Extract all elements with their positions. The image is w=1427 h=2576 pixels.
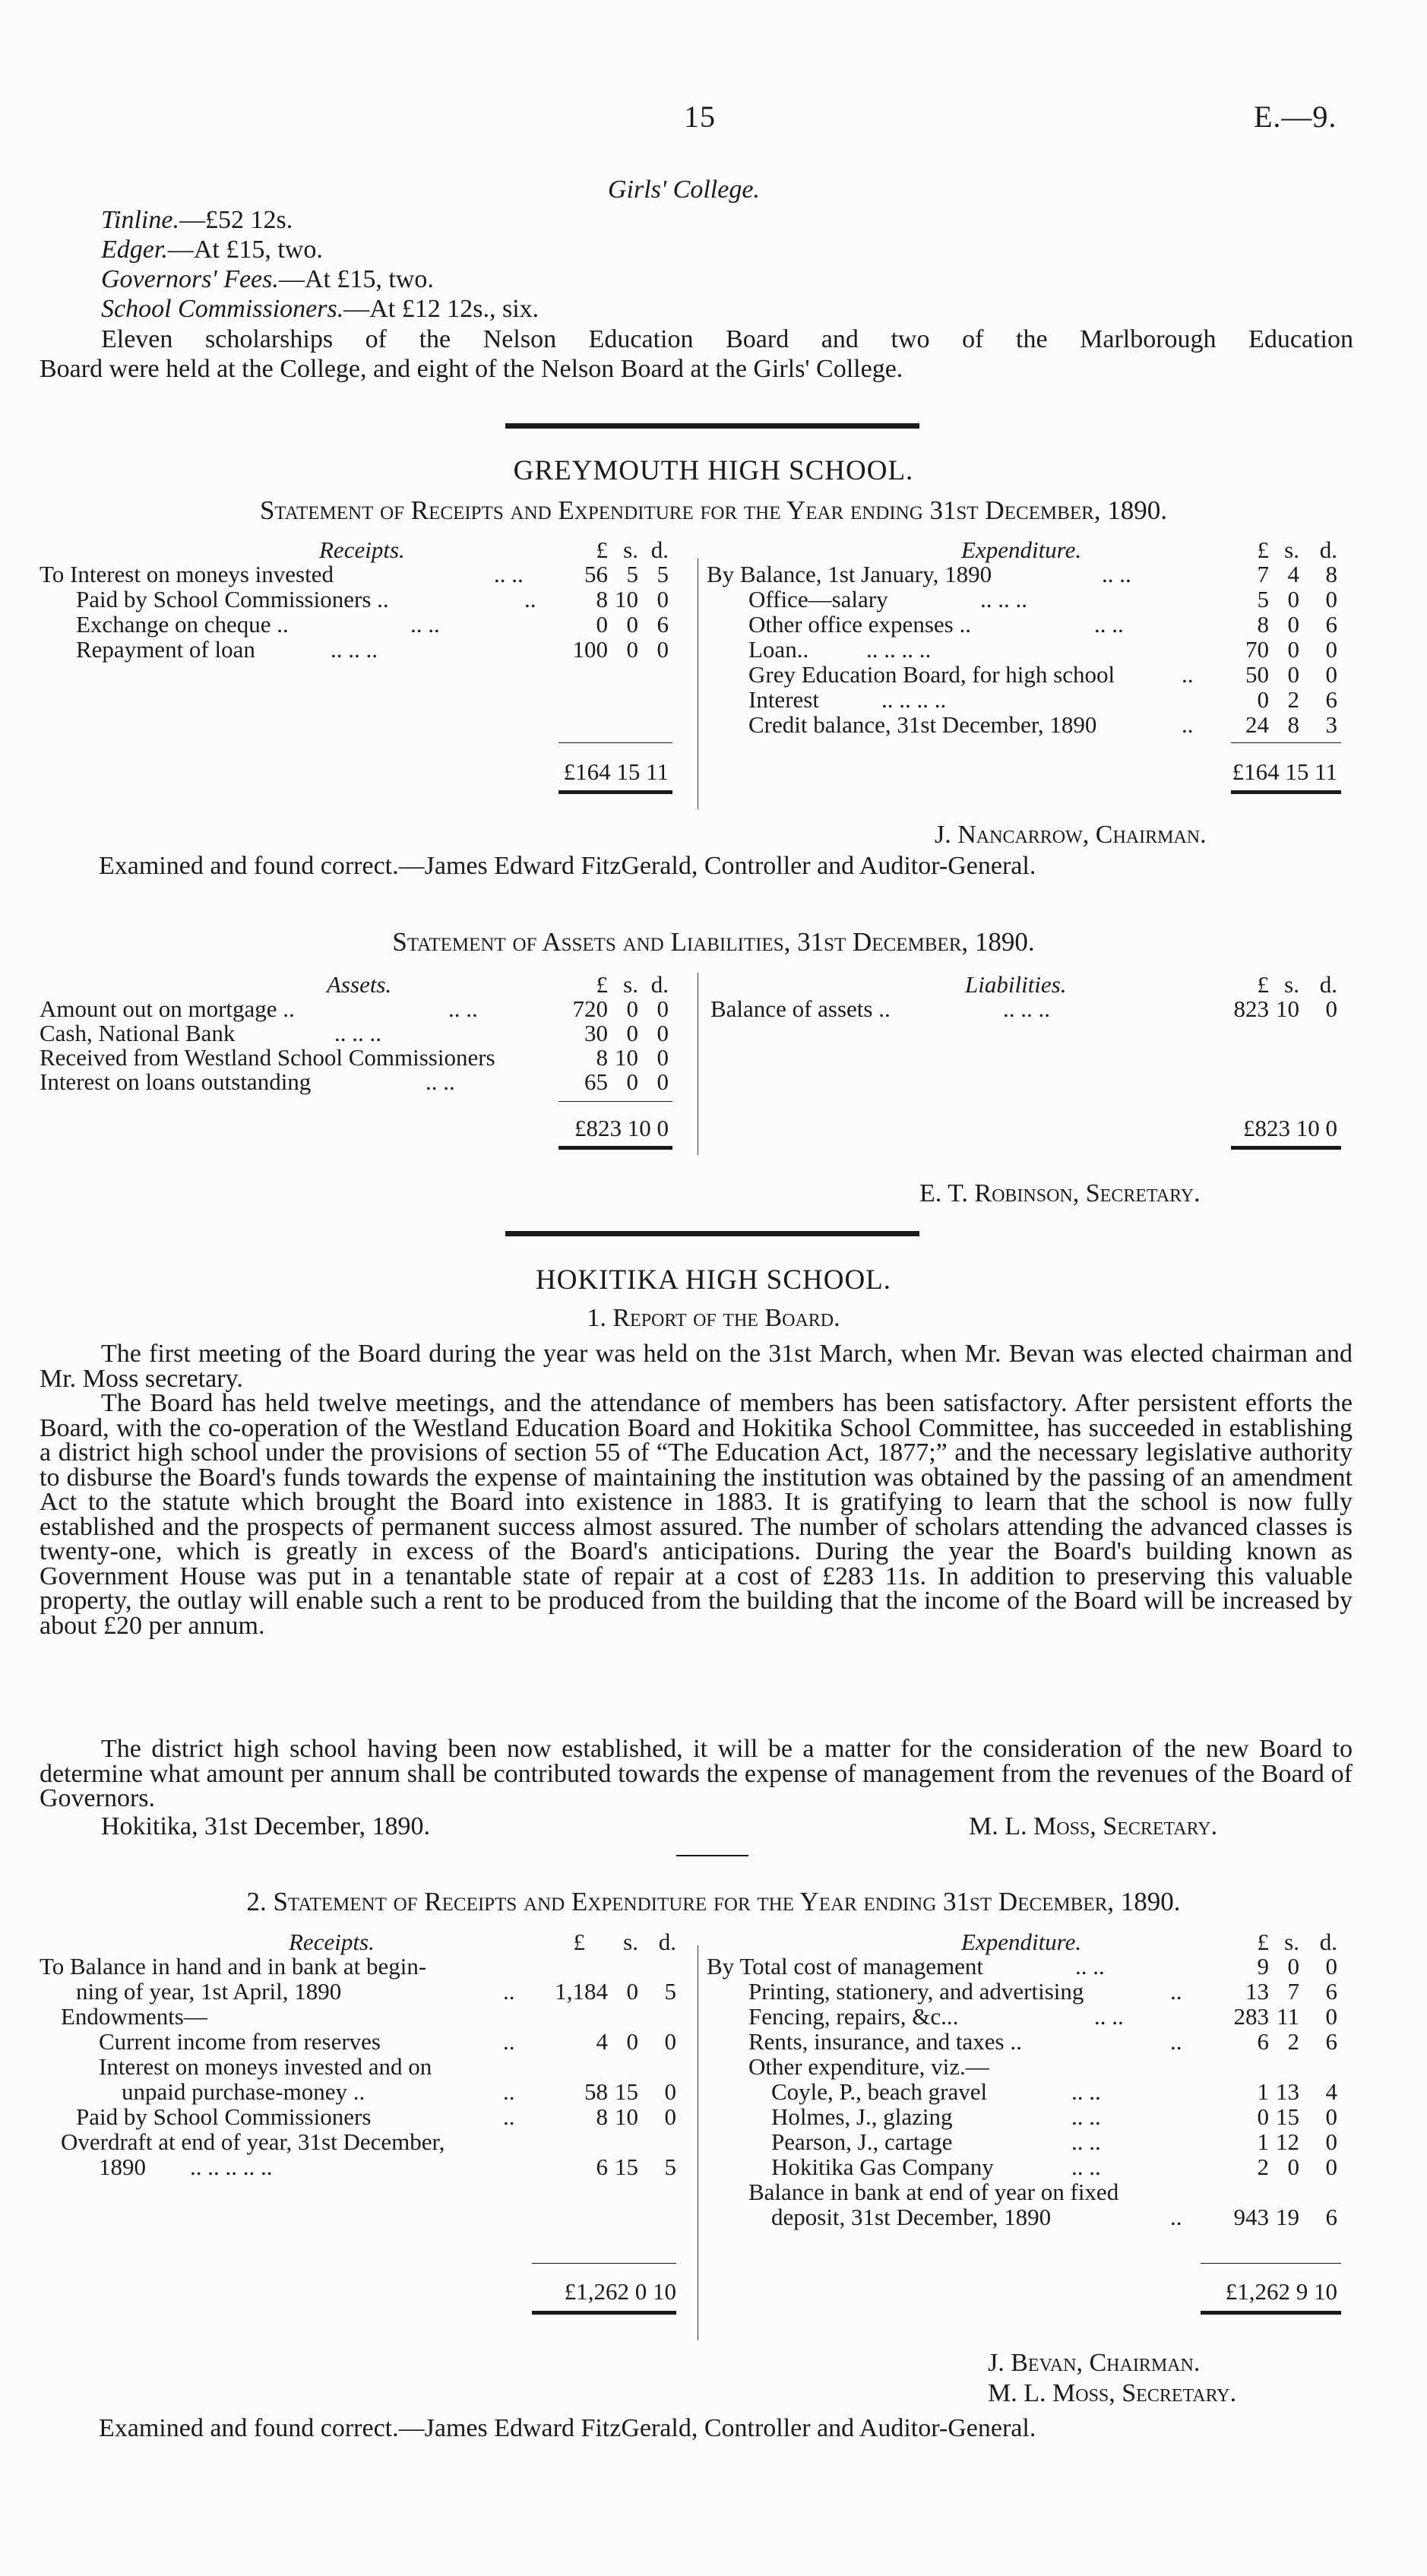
row-label: Amount out on mortgage ..: [40, 995, 295, 1022]
row-dots: .. .. ..: [334, 1020, 381, 1046]
place-date: Hokitika, 31st December, 1890.: [101, 1812, 430, 1840]
pence-cell: 0: [1325, 2003, 1337, 2030]
row-label: ning of year, 1st April, 1890: [76, 1978, 342, 2005]
pounds-cell: 0: [1257, 2103, 1269, 2130]
shillings-cell: 0: [1287, 636, 1299, 663]
short-divider: [676, 1855, 748, 1856]
document-reference: E.—9.: [1254, 100, 1337, 134]
receipts-header: Receipts.: [289, 1929, 375, 1955]
shillings-cell: 0: [626, 1020, 638, 1046]
row-dots: .. .. ..: [980, 586, 1027, 612]
row-dots: .. ..: [410, 611, 440, 638]
shillings-cell: 10: [615, 586, 638, 612]
shillings-cell: 0: [626, 2028, 638, 2055]
row-label: Interest on loans outstanding: [40, 1068, 312, 1095]
row-label: Loan..: [748, 636, 809, 663]
pence-cell: 5: [657, 561, 669, 587]
greymouth-statement-title: Statement of Receipts and Expenditure for the Year ending 31st December, 1890.: [259, 495, 1168, 525]
pounds-cell: 943: [1233, 2204, 1269, 2230]
row-dots: .. .. .. ..: [866, 636, 932, 663]
pence-header: d.: [650, 536, 669, 563]
row-dots: ..: [1170, 2204, 1182, 2230]
shillings-cell: 0: [1287, 661, 1299, 688]
pounds-cell: 9: [1257, 1953, 1269, 1979]
pence-cell: 5: [664, 1978, 676, 2005]
pounds-cell: 8: [596, 2103, 608, 2130]
pence-cell: 0: [657, 995, 669, 1022]
double-rule: [1201, 2311, 1341, 2315]
pence-cell: 0: [664, 2103, 676, 2130]
shillings-cell: 0: [626, 636, 638, 663]
row-dots: .. .. .. .. ..: [190, 2154, 273, 2180]
school-commissioners-line: School Commissioners.—At £12 12s., six.: [101, 295, 539, 323]
pence-header: d.: [658, 1929, 676, 1955]
shillings-cell: 2: [1287, 686, 1299, 713]
row-label: Balance in bank at end of year on fixed: [748, 2179, 1119, 2205]
section-divider: [505, 1231, 919, 1236]
pence-cell: 0: [1325, 661, 1337, 688]
total-rule: [558, 1101, 672, 1102]
row-label: Paid by School Commissioners: [76, 2103, 372, 2130]
row-label: Exchange on cheque ..: [76, 611, 289, 638]
pence-cell: 0: [664, 2078, 676, 2105]
pence-cell: 0: [1325, 2128, 1337, 2155]
pounds-cell: 2: [1257, 2154, 1269, 2180]
expenditure-header: Expenditure.: [961, 536, 1082, 563]
shillings-cell: 0: [1287, 586, 1299, 612]
shillings-cell: 7: [1287, 1978, 1299, 2005]
pounds-cell: 0: [1257, 686, 1269, 713]
total-rule: [1231, 742, 1341, 743]
pounds-cell: 8: [1257, 611, 1269, 638]
row-label: Balance of assets ..: [710, 995, 891, 1022]
pounds-cell: 70: [1245, 636, 1269, 663]
row-label: 1890: [99, 2154, 146, 2180]
pounds-cell: 720: [572, 995, 608, 1022]
pence-cell: 6: [1325, 2028, 1337, 2055]
row-label: Overdraft at end of year, 31st December,: [61, 2128, 445, 2155]
pounds-cell: 0: [596, 611, 608, 638]
row-dots: ..: [1182, 711, 1194, 738]
shillings-cell: 12: [1276, 2128, 1299, 2155]
double-rule: [532, 2311, 676, 2315]
row-label: Other expenditure, viz.—: [748, 2053, 989, 2080]
pence-cell: 0: [657, 1068, 669, 1095]
shillings-cell: 10: [615, 1044, 638, 1071]
pounds-cell: 7: [1257, 561, 1269, 587]
row-label: Printing, stationery, and advertising: [748, 1978, 1084, 2005]
row-dots: ..: [503, 2028, 515, 2055]
total-rule: [1201, 2263, 1341, 2264]
receipts-total: £164 15 11: [563, 758, 669, 785]
row-label: Credit balance, 31st December, 1890: [748, 711, 1097, 738]
expenditure-total: £164 15 11: [1232, 758, 1337, 785]
row-dots: ..: [524, 586, 536, 612]
row-dots: ..: [503, 2078, 515, 2105]
chairman-signature: J. Bevan, Chairman.: [988, 2349, 1201, 2377]
shillings-header: s.: [1284, 971, 1299, 998]
row-dots: .. .. .. ..: [881, 686, 947, 713]
row-label: Repayment of loan: [76, 636, 255, 663]
shillings-cell: 0: [626, 611, 638, 638]
row-dots: ..: [503, 1978, 515, 2005]
total-rule: [532, 2263, 676, 2264]
shillings-cell: 15: [1276, 2103, 1299, 2130]
row-label: By Total cost of management: [707, 1953, 984, 1979]
liabilities-header: Liabilities.: [965, 971, 1067, 998]
row-label: Fencing, repairs, &c...: [748, 2003, 959, 2030]
secretary-signature: E. T. Robinson, Secretary.: [919, 1179, 1201, 1207]
pounds-cell: 1,184: [555, 1978, 608, 2005]
pence-cell: 6: [1325, 611, 1337, 638]
examined-statement: Examined and found correct.—James Edward FitzGerald, Controller and Auditor-General.: [99, 2414, 1036, 2442]
shillings-cell: 15: [615, 2078, 638, 2105]
shillings-cell: 2: [1287, 2028, 1299, 2055]
governors-fees-line: Governors' Fees.—At £15, two.: [101, 265, 434, 293]
receipts-header: Receipts.: [319, 536, 405, 563]
shillings-cell: 0: [626, 1068, 638, 1095]
shillings-cell: 11: [1277, 2003, 1299, 2030]
shillings-header: s.: [623, 1929, 638, 1955]
row-label: Current income from reserves: [99, 2028, 381, 2055]
shillings-cell: 10: [615, 2103, 638, 2130]
page-number: 15: [684, 100, 716, 134]
assets-header: Assets.: [327, 971, 392, 998]
examined-statement: Examined and found correct.—James Edward FitzGerald, Controller and Auditor-General.: [99, 852, 1036, 880]
shillings-cell: 8: [1287, 711, 1299, 738]
row-dots: .. ..: [1071, 2103, 1101, 2130]
row-label: deposit, 31st December, 1890: [771, 2204, 1052, 2230]
pounds-cell: 1: [1257, 2078, 1269, 2105]
pounds-cell: 13: [1245, 1978, 1269, 2005]
pounds-cell: 100: [572, 636, 608, 663]
report-paragraph-1: The first meeting of the Board during the year was held on the 31st March, when Mr. Bevan was elected chairman and Mr. Moss secretary.: [40, 1340, 1353, 1393]
row-label: Paid by School Commissioners ..: [76, 586, 389, 612]
row-label: Hokitika Gas Company: [771, 2154, 994, 2180]
pounds-header: £: [596, 971, 608, 998]
row-dots: .. ..: [1071, 2154, 1101, 2180]
shillings-cell: 4: [1287, 561, 1299, 587]
shillings-cell: 19: [1276, 2204, 1299, 2230]
report-paragraph-2: The Board has held twelve meetings, and the attendance of members has been satisfactory. After persistent efforts the Board, with the co-operation of the Westland Education Board and Hokitika School Committee, has succeeded in establishing a district high school under the provisions of section 55 of “The Education Act, 1877;” and the necessary legislative authority to disburse the Board's funds towards the expense of maintaining the institution was obtained by the passing of an amendment Act to the statute which brought the Board into existence in 1883. It is gratifying to learn that the school is now fully established and the prospects of permanent success almost assured. The number of scholars attending the advanced classes is twenty-one, which is greatly in excess of the Board's anticipations. During the year the Board's building known as Government House was put in a tenantable state of repair at a cost of £283 11s. In addition to preserving this valuable property, the outlay will enable such a rent to be produced from the building that the income of the Board will be increased by about £20 per annum.: [40, 1389, 1353, 1640]
double-rule: [1231, 790, 1341, 794]
expenditure-header: Expenditure.: [961, 1929, 1082, 1955]
pounds-cell: 6: [1257, 2028, 1269, 2055]
shillings-cell: 0: [1287, 2154, 1299, 2180]
pence-header: d.: [1319, 971, 1337, 998]
pence-cell: 0: [657, 636, 669, 663]
pounds-cell: 1: [1257, 2128, 1269, 2155]
pounds-cell: 283: [1233, 2003, 1269, 2030]
section-title-girls-college: Girls' College.: [608, 176, 760, 204]
double-rule: [558, 790, 672, 794]
row-dots: .. .. ..: [331, 636, 378, 663]
assets-total: £823 10 0: [574, 1115, 669, 1141]
report-title: 1. Report of the Board.: [587, 1304, 840, 1332]
tinline-line: Tinline.—£52 12s.: [101, 206, 293, 234]
double-rule: [558, 1146, 672, 1150]
row-dots: .. ..: [494, 561, 524, 587]
pounds-header: £: [596, 536, 608, 563]
pounds-cell: 56: [584, 561, 608, 587]
pence-cell: 0: [657, 1020, 669, 1046]
row-dots: .. ..: [1071, 2128, 1101, 2155]
pence-header: d.: [1319, 536, 1337, 563]
shillings-cell: 0: [1287, 1953, 1299, 1979]
row-dots: ..: [1170, 1978, 1182, 2005]
edger-line: Edger.—At £15, two.: [101, 236, 323, 264]
hokitika-statement-title: 2. Statement of Receipts and Expenditure for the Year ending 31st December, 1890.: [246, 1887, 1181, 1916]
secretary-signature: M. L. Moss, Secretary.: [969, 1812, 1218, 1840]
shillings-header: s.: [623, 971, 638, 998]
secretary-signature: M. L. Moss, Secretary.: [988, 2379, 1237, 2407]
row-label: Office—salary: [748, 586, 888, 612]
pounds-cell: 8: [596, 586, 608, 612]
row-dots: .. ..: [426, 1068, 455, 1095]
pounds-cell: 8: [596, 1044, 608, 1071]
shillings-cell: 5: [626, 561, 638, 587]
row-dots: .. ..: [1094, 2003, 1124, 2030]
row-dots: .. ..: [1071, 2078, 1101, 2105]
pence-cell: 0: [1325, 586, 1337, 612]
pounds-header: £: [1257, 536, 1269, 563]
shillings-header: s.: [623, 536, 638, 563]
pence-cell: 5: [664, 2154, 676, 2180]
pence-cell: 0: [1325, 1953, 1337, 1979]
row-dots: ..: [1170, 2028, 1182, 2055]
pounds-cell: 65: [584, 1068, 608, 1095]
row-label: Cash, National Bank: [40, 1020, 236, 1046]
row-label: Grey Education Board, for high school: [748, 661, 1115, 688]
pence-cell: 8: [1325, 561, 1337, 587]
row-dots: .. .. ..: [1003, 995, 1050, 1022]
row-label: Interest: [748, 686, 819, 713]
pounds-cell: 58: [584, 2078, 608, 2105]
row-label: unpaid purchase-money ..: [122, 2078, 365, 2105]
liabilities-total: £823 10 0: [1243, 1115, 1337, 1141]
row-dots: .. ..: [1102, 561, 1131, 587]
row-label: Received from Westland School Commissioners: [40, 1044, 495, 1071]
pounds-cell: 50: [1245, 661, 1269, 688]
pounds-cell: 4: [596, 2028, 608, 2055]
row-label: To Interest on moneys invested: [40, 561, 334, 587]
pounds-header: £: [1257, 971, 1269, 998]
shillings-cell: 0: [626, 995, 638, 1022]
row-dots: .. ..: [448, 995, 478, 1022]
row-label: Other office expenses ..: [748, 611, 971, 638]
report-paragraph-3: The district high school having been now established, it will be a matter for the consideration of the new Board to determine what amount per annum shall be contributed towards the expense of management from the revenues of the Board of Governors.: [40, 1735, 1353, 1812]
section-title-greymouth: GREYMOUTH HIGH SCHOOL.: [513, 455, 914, 486]
pounds-header: £: [573, 1929, 585, 1955]
shillings-cell: 13: [1276, 2078, 1299, 2105]
pounds-cell: 823: [1233, 995, 1269, 1022]
row-label: Interest on moneys invested and on: [99, 2053, 432, 2080]
total-rule: [558, 742, 672, 743]
pence-cell: 6: [1325, 686, 1337, 713]
pounds-cell: 5: [1257, 586, 1269, 612]
pence-cell: 0: [1325, 636, 1337, 663]
pence-header: d.: [1319, 1929, 1337, 1955]
pence-cell: 0: [1325, 995, 1337, 1022]
section-divider: [505, 423, 919, 429]
shillings-header: s.: [1284, 536, 1299, 563]
pence-header: d.: [650, 971, 669, 998]
shillings-cell: 0: [1287, 611, 1299, 638]
pence-cell: 6: [1325, 2204, 1337, 2230]
row-dots: .. ..: [1075, 1953, 1105, 1979]
pounds-cell: 30: [584, 1020, 608, 1046]
pence-cell: 6: [1325, 1978, 1337, 2005]
receipts-total: £1,262 0 10: [564, 2278, 676, 2305]
pence-cell: 0: [664, 2028, 676, 2055]
pence-cell: 6: [657, 611, 669, 638]
row-label: Coyle, P., beach gravel: [771, 2078, 988, 2105]
pounds-cell: 24: [1245, 711, 1269, 738]
row-dots: ..: [1182, 661, 1194, 688]
pounds-cell: 6: [596, 2154, 608, 2180]
row-dots: ..: [503, 2103, 515, 2130]
assets-liabilities-title: Statement of Assets and Liabilities, 31st December, 1890.: [392, 927, 1035, 957]
shillings-cell: 0: [626, 1978, 638, 2005]
chairman-signature: J. Nancarrow, Chairman.: [935, 821, 1207, 849]
row-label: Pearson, J., cartage: [771, 2128, 953, 2155]
pence-cell: 0: [657, 586, 669, 612]
pence-cell: 0: [1325, 2103, 1337, 2130]
shillings-cell: 15: [615, 2154, 638, 2180]
row-dots: .. ..: [1094, 611, 1124, 638]
pence-cell: 0: [1325, 2154, 1337, 2180]
pence-cell: 4: [1325, 2078, 1337, 2105]
pence-cell: 3: [1325, 711, 1337, 738]
expenditure-total: £1,262 9 10: [1225, 2278, 1337, 2305]
pence-cell: 0: [657, 1044, 669, 1071]
shillings-header: s.: [1284, 1929, 1299, 1955]
shillings-cell: 10: [1276, 995, 1299, 1022]
pounds-header: £: [1257, 1929, 1269, 1955]
double-rule: [1231, 1146, 1341, 1150]
scholarships-paragraph-line-1: Eleven scholarships of the Nelson Education Board and two of the Marlborough Education: [101, 325, 1353, 353]
row-label: To Balance in hand and in bank at begin-: [40, 1953, 427, 1979]
section-title-hokitika: HOKITIKA HIGH SCHOOL.: [535, 1264, 892, 1296]
row-label: By Balance, 1st January, 1890: [707, 561, 992, 587]
row-label: Endowments—: [61, 2003, 207, 2030]
scholarships-paragraph-line-2: Board were held at the College, and eight of the Nelson Board at the Girls' College.: [40, 355, 903, 383]
row-label: Holmes, J., glazing: [771, 2103, 953, 2130]
row-label: Rents, insurance, and taxes ..: [748, 2028, 1022, 2055]
